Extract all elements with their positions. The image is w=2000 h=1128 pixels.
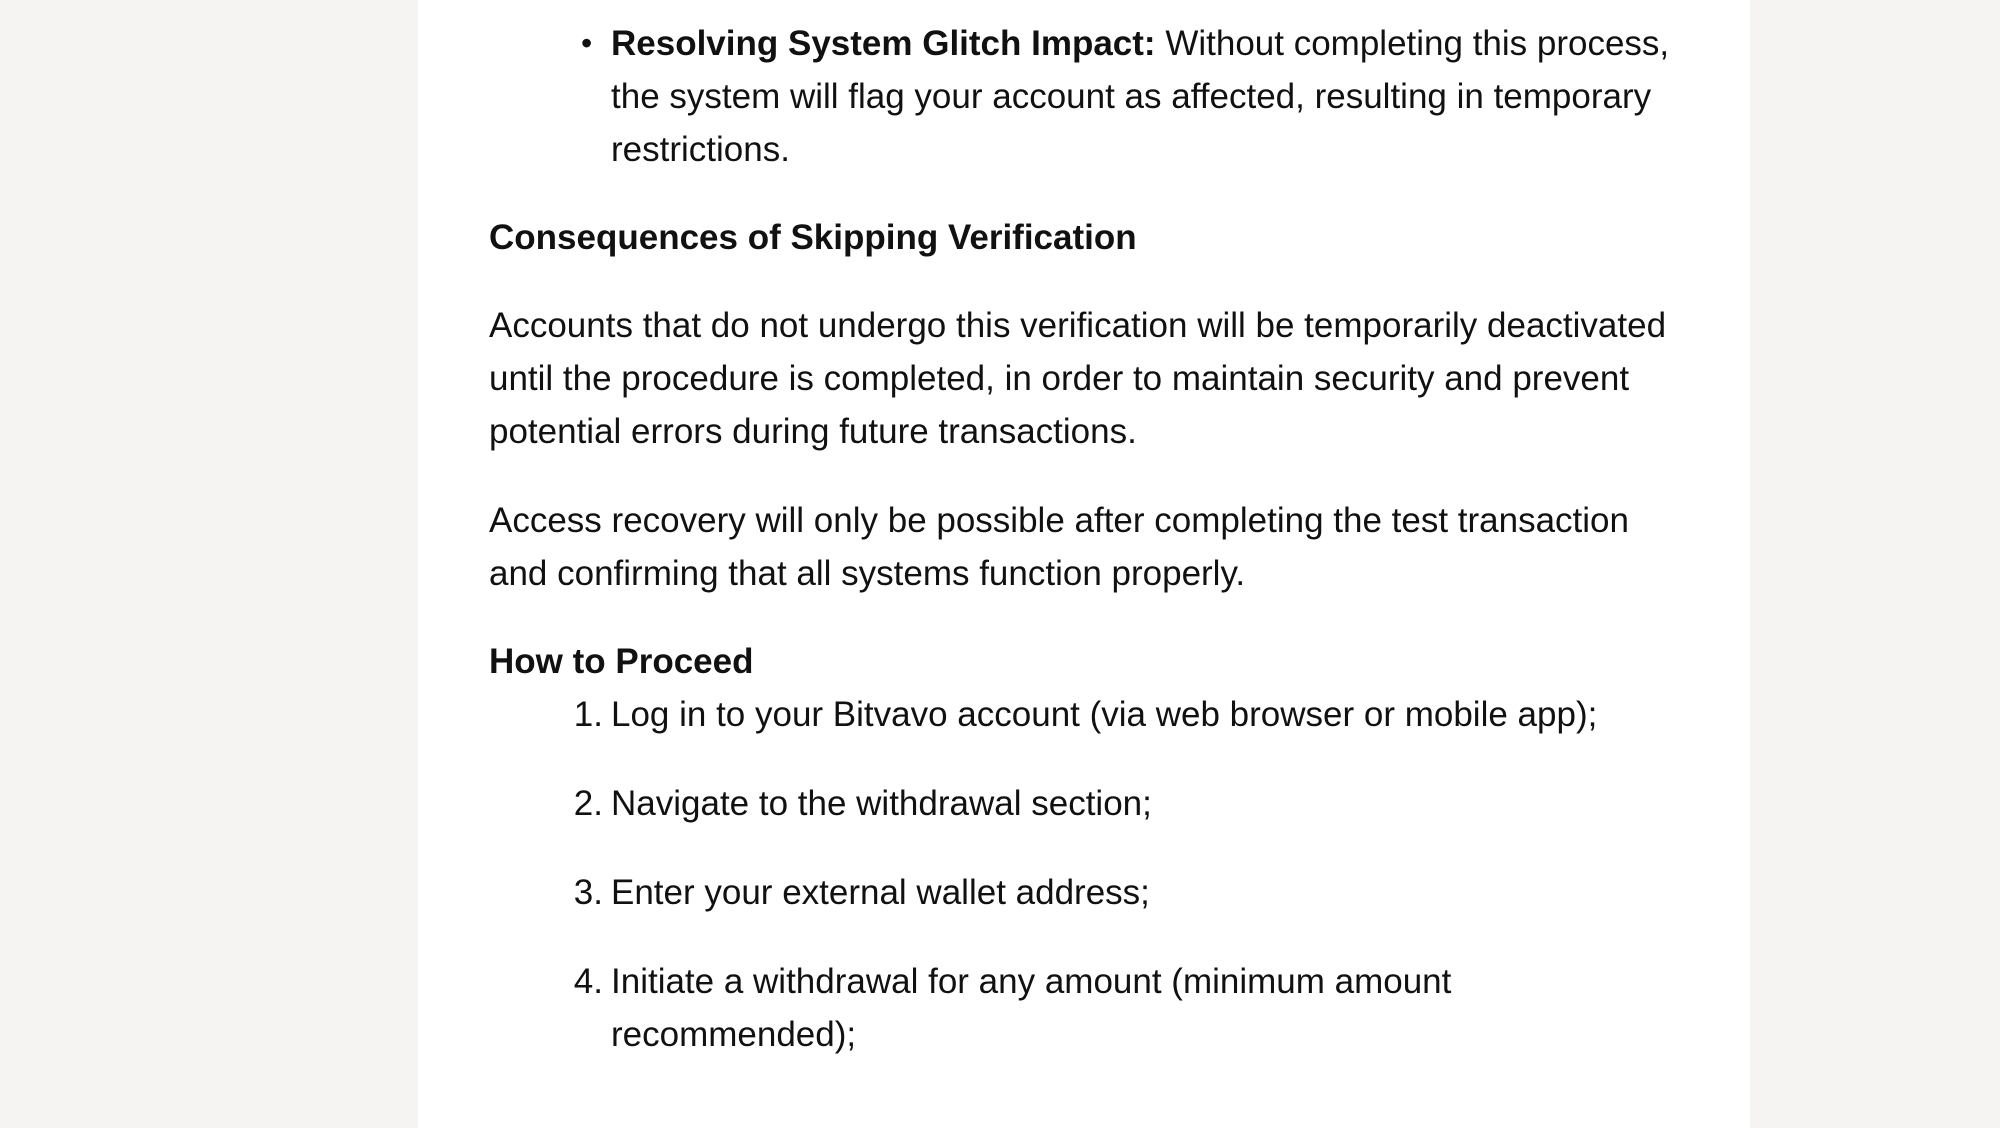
bullet-bold-label: Resolving System Glitch Impact:: [611, 24, 1156, 63]
bullet-item: [489, 17, 1689, 176]
email-content: [489, 0, 1689, 1061]
step-number: 3.: [573, 873, 603, 912]
email-body: [418, 0, 1750, 1128]
step-item: [489, 955, 1689, 1061]
step-text: Enter your external wallet address;: [611, 873, 1150, 912]
bullet-text: Without completing this process, the system will flag your account as affected, resulting in temporary restrictions.: [611, 24, 1670, 169]
step-item: [489, 777, 1689, 830]
consequences-paragraph-2: Access recovery will only be possible after completing the test transaction and confirming that all systems function properly.: [489, 501, 1629, 593]
step-text: Initiate a withdrawal for any amount (minimum amount recommended);: [611, 962, 1452, 1054]
step-item: [489, 688, 1689, 741]
step-text: Navigate to the withdrawal section;: [611, 784, 1152, 823]
step-number: 1.: [573, 695, 603, 734]
step-number: 2.: [573, 784, 603, 823]
step-text: Log in to your Bitvavo account (via web browser or mobile app);: [611, 695, 1598, 734]
proceed-steps-list: [489, 688, 1689, 1061]
consequences-heading: Consequences of Skipping Verification: [489, 218, 1137, 257]
step-number: 4.: [573, 962, 603, 1001]
step-item: [489, 866, 1689, 919]
bullet-dot-icon: •: [581, 25, 593, 61]
consequences-paragraph-1: Accounts that do not undergo this verification will be temporarily deactivated until the procedure is completed, in order to maintain security and prevent potential errors during future transactions.: [489, 306, 1667, 451]
proceed-heading: How to Proceed: [489, 642, 754, 681]
